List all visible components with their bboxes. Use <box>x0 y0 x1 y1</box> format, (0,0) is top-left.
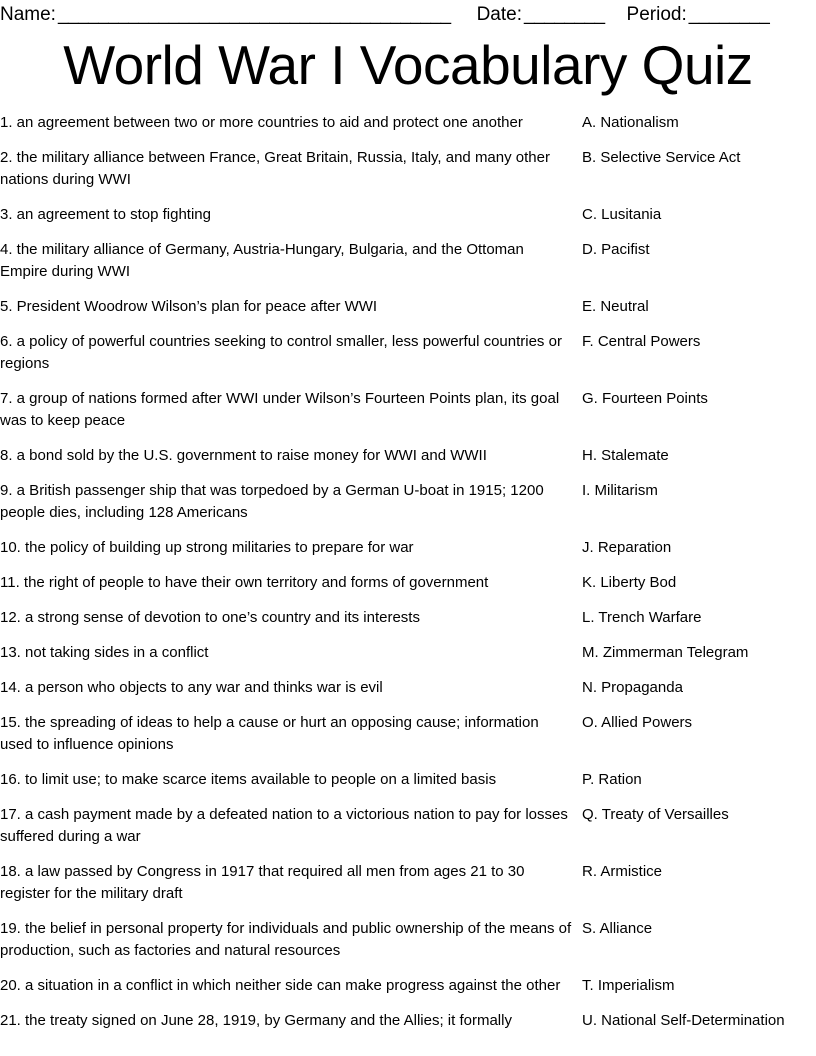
match-row <box>0 445 816 467</box>
match-row <box>0 537 816 559</box>
match-row <box>0 1010 816 1032</box>
question-definition[interactable]: 11. the right of people to have their own territory and forms of government <box>0 574 489 591</box>
answer-choice[interactable]: N. Propaganda <box>582 679 683 696</box>
match-row <box>0 296 816 318</box>
date-label: Date: <box>476 4 522 25</box>
question-definition[interactable]: 3. an agreement to stop fighting <box>0 206 211 223</box>
answer-choice[interactable]: S. Alliance <box>582 920 653 937</box>
name-field[interactable] <box>0 2 451 28</box>
name-label: Name: <box>0 4 56 25</box>
question-definition[interactable]: 20. a situation in a conflict in which neither side can make progress against the other <box>0 977 561 994</box>
answer-choice[interactable]: T. Imperialism <box>582 977 675 994</box>
question-definition[interactable]: 14. a person who objects to any war and thinks war is evil <box>0 679 383 696</box>
match-row <box>0 572 816 594</box>
answer-choice[interactable]: R. Armistice <box>582 863 663 880</box>
question-definition[interactable]: 5. President Woodrow Wilson’s plan for peace after WWI <box>0 298 378 315</box>
match-row <box>0 112 816 134</box>
name-blank[interactable]: _______________________________________ <box>57 4 451 25</box>
match-row <box>0 861 816 905</box>
answer-choice[interactable]: K. Liberty Bod <box>582 574 677 591</box>
question-definition[interactable]: 21. the treaty signed on June 28, 1919, by Germany and the Allies; it formally <box>0 1012 512 1029</box>
answer-choice[interactable]: O. Allied Powers <box>582 714 693 731</box>
answer-choice[interactable]: F. Central Powers <box>582 333 701 350</box>
match-row <box>0 918 816 962</box>
matching-list <box>0 112 816 1032</box>
answer-choice[interactable]: P. Ration <box>582 771 642 788</box>
match-row <box>0 642 816 664</box>
question-definition[interactable]: 16. to limit use; to make scarce items available to people on a limited basis <box>0 771 497 788</box>
date-blank[interactable]: ________ <box>524 4 605 25</box>
match-row <box>0 975 816 997</box>
match-row <box>0 388 816 432</box>
answer-choice[interactable]: B. Selective Service Act <box>582 149 741 166</box>
match-row <box>0 147 816 191</box>
answer-choice[interactable]: Q. Treaty of Versailles <box>582 806 729 823</box>
match-row <box>0 204 816 226</box>
answer-choice[interactable]: U. National Self-Determination <box>582 1012 785 1029</box>
question-definition[interactable]: 6. a policy of powerful countries seeking to control smaller, less powerful countries or regions <box>0 333 562 372</box>
question-definition[interactable]: 19. the belief in personal property for individuals and public ownership of the means of production, such as factories and natural resources <box>0 920 572 959</box>
answer-choice[interactable]: D. Pacifist <box>582 241 650 258</box>
page-title: World War I Vocabulary Quiz <box>63 34 753 96</box>
answer-choice[interactable]: M. Zimmerman Telegram <box>582 644 749 661</box>
answer-choice[interactable]: J. Reparation <box>582 539 672 556</box>
question-definition[interactable]: 8. a bond sold by the U.S. government to raise money for WWI and WWII <box>0 447 487 464</box>
match-row <box>0 769 816 791</box>
date-field[interactable] <box>477 2 605 28</box>
question-definition[interactable]: 9. a British passenger ship that was torpedoed by a German U-boat in 1915; 1200 people dies, including 128 Americans <box>0 482 544 521</box>
answer-choice[interactable]: E. Neutral <box>582 298 649 315</box>
question-definition[interactable]: 18. a law passed by Congress in 1917 that required all men from ages 21 to 30 register for the military draft <box>0 863 525 902</box>
answer-choice[interactable]: C. Lusitania <box>582 206 662 223</box>
match-row <box>0 480 816 524</box>
question-definition[interactable]: 10. the policy of building up strong militaries to prepare for war <box>0 539 414 556</box>
match-row <box>0 677 816 699</box>
period-blank[interactable]: ________ <box>688 4 770 25</box>
answer-choice[interactable]: H. Stalemate <box>582 447 669 464</box>
student-info-header <box>0 0 816 28</box>
question-definition[interactable]: 7. a group of nations formed after WWI under Wilson’s Fourteen Points plan, its goal was to keep peace <box>0 390 560 429</box>
match-row <box>0 239 816 283</box>
answer-choice[interactable]: L. Trench Warfare <box>582 609 702 626</box>
match-row <box>0 607 816 629</box>
match-row <box>0 712 816 756</box>
answer-choice[interactable]: G. Fourteen Points <box>582 390 708 407</box>
question-definition[interactable]: 4. the military alliance of Germany, Austria-Hungary, Bulgaria, and the Ottoman Empire during WWI <box>0 241 524 280</box>
question-definition[interactable]: 1. an agreement between two or more countries to aid and protect one another <box>0 114 523 131</box>
question-definition[interactable]: 12. a strong sense of devotion to one’s country and its interests <box>0 609 420 626</box>
period-label: Period: <box>626 4 687 25</box>
question-definition[interactable]: 2. the military alliance between France, Great Britain, Russia, Italy, and many other nations during WWI <box>0 149 550 188</box>
answer-choice[interactable]: I. Militarism <box>582 482 658 499</box>
period-field[interactable] <box>627 2 770 28</box>
match-row <box>0 331 816 375</box>
question-definition[interactable]: 15. the spreading of ideas to help a cause or hurt an opposing cause; information used to influence opinions <box>0 714 539 753</box>
question-definition[interactable]: 17. a cash payment made by a defeated nation to a victorious nation to pay for losses suffered during a war <box>0 806 568 845</box>
answer-choice[interactable]: A. Nationalism <box>582 114 679 131</box>
question-definition[interactable]: 13. not taking sides in a conflict <box>0 644 209 661</box>
match-row <box>0 804 816 848</box>
